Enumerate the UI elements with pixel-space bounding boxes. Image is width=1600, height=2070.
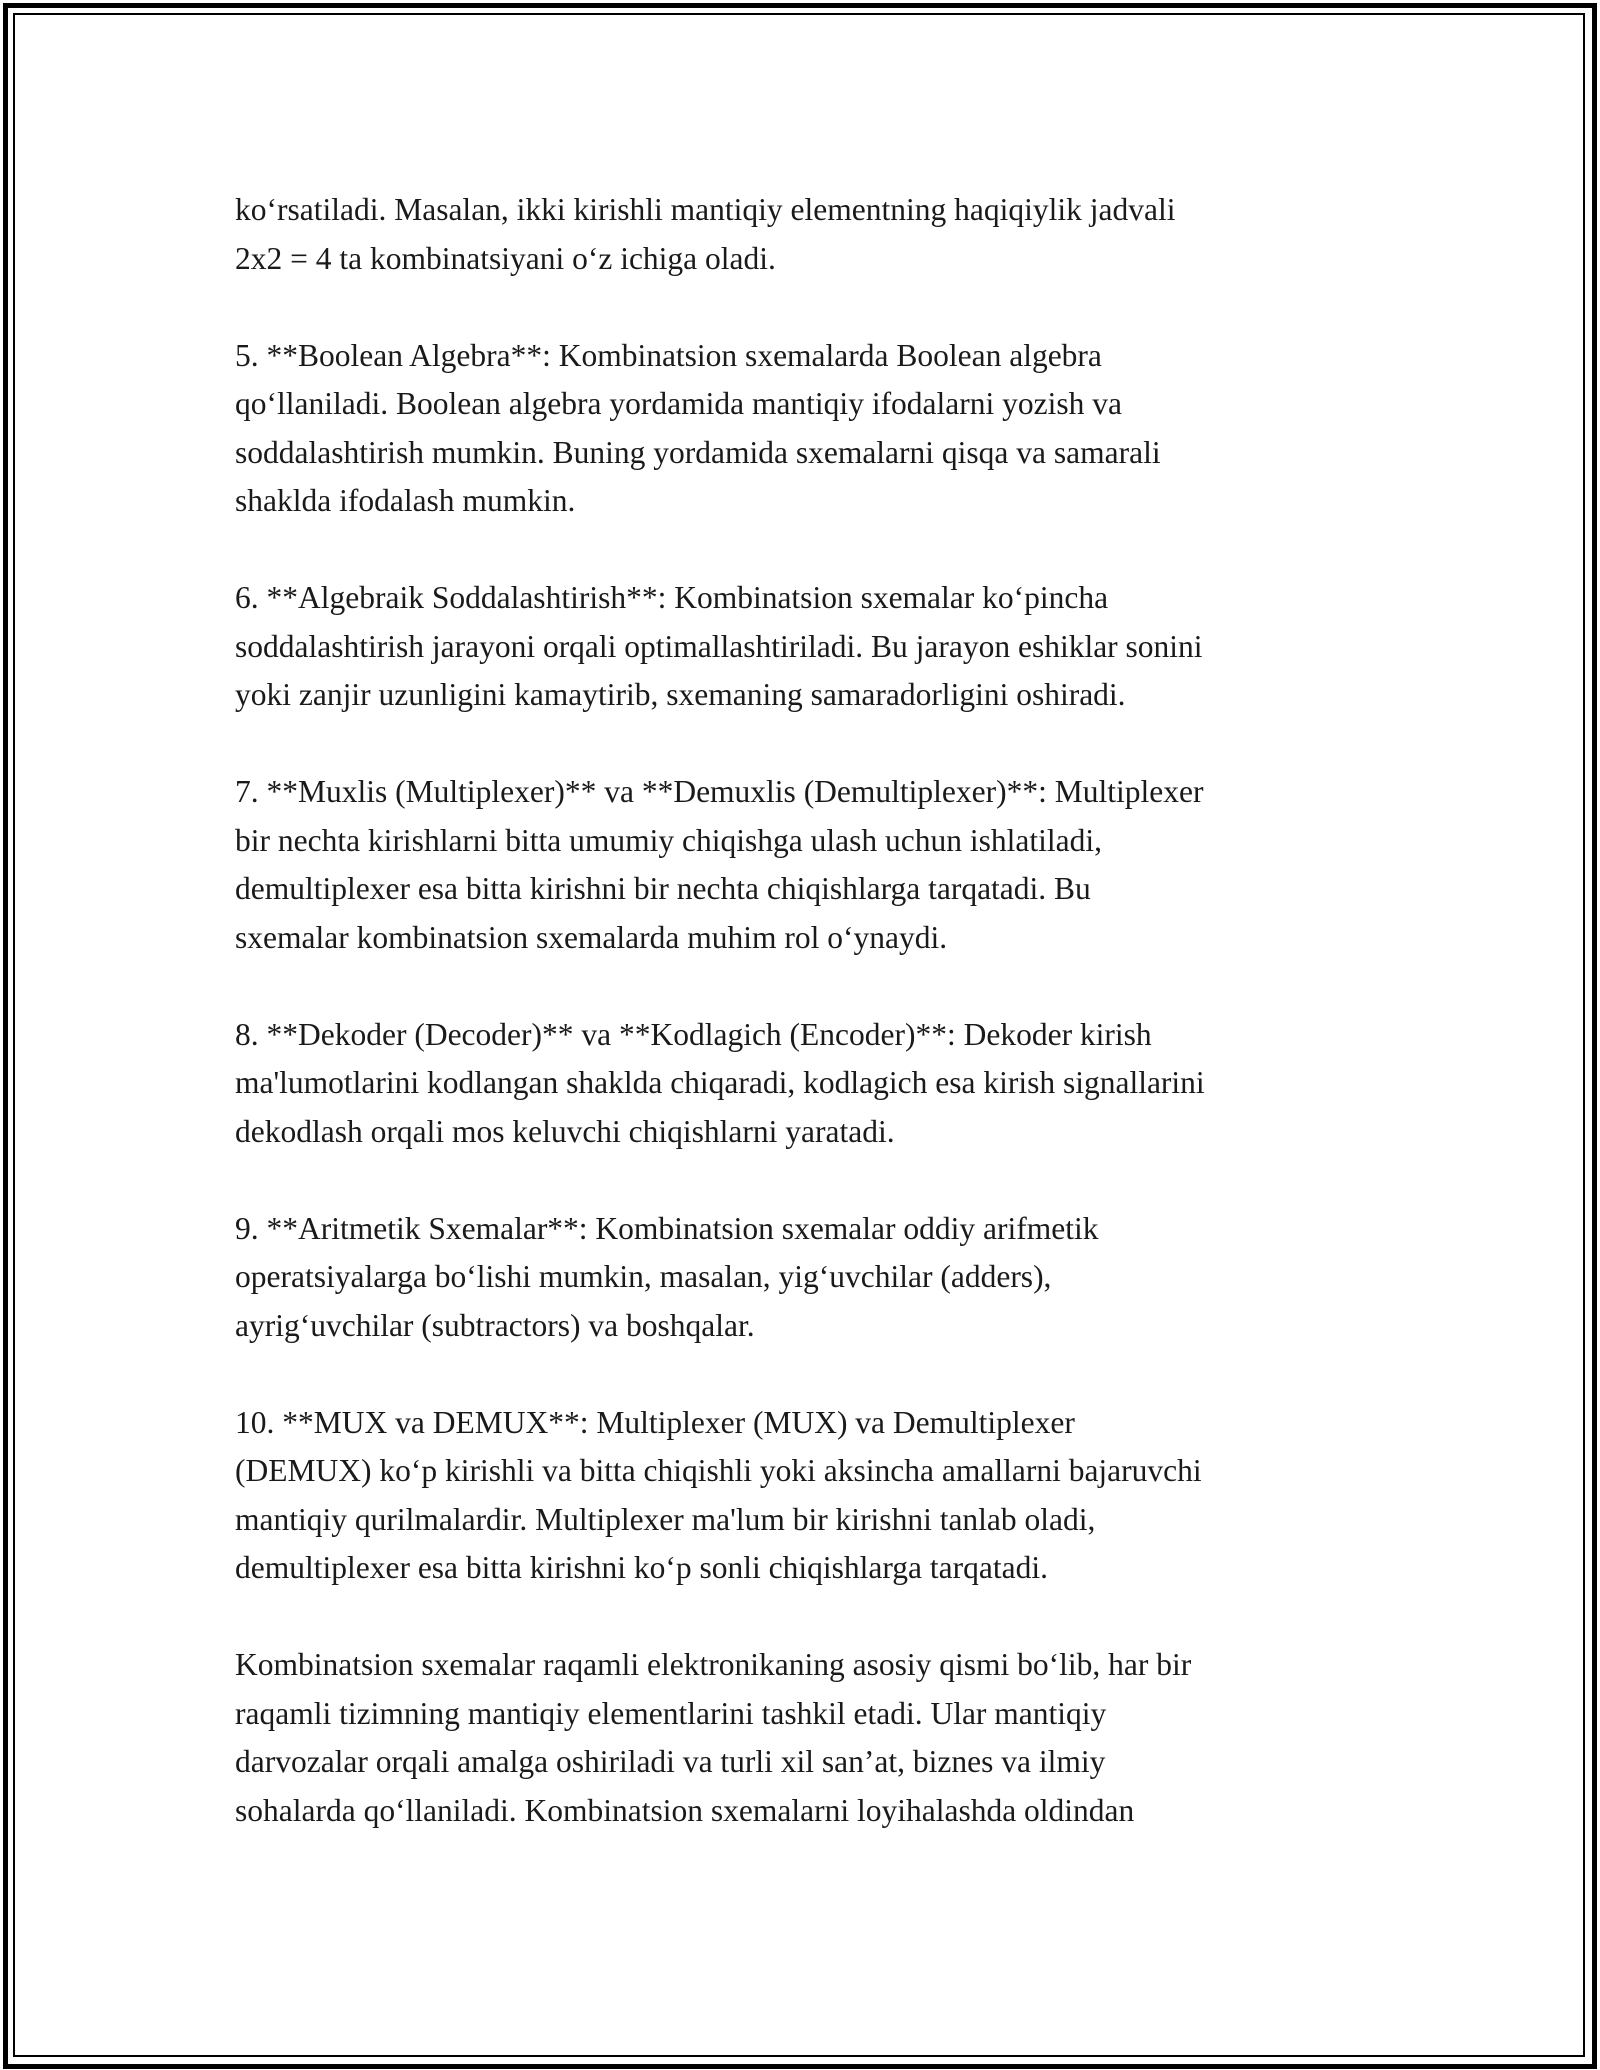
paragraph — [235, 1399, 1385, 1593]
text-line: soddalashtirish jarayoni orqali optimallashtiriladi. Bu jarayon eshiklar sonini — [235, 628, 1203, 664]
text-line: demultiplexer esa bitta kirishni bir nechta chiqishlarga tarqatadi. Bu — [235, 871, 1091, 906]
text-line: ma'lumotlarini kodlangan shaklda chiqaradi, kodlagich esa kirish signallarini — [235, 1065, 1205, 1100]
text-line: darvozalar orqali amalga oshiriladi va turli xil san’at, biznes va ilmiy — [235, 1744, 1106, 1779]
paragraph — [235, 1641, 1385, 1835]
text-line: qo‘llaniladi. Boolean algebra yordamida mantiqiy ifodalarni yozish va — [235, 386, 1122, 421]
text-line: mantiqiy qurilmalardir. Multiplexer ma'lum bir kirishni tanlab oladi, — [235, 1501, 1096, 1537]
paragraph — [235, 768, 1385, 962]
text-line: sxemalar kombinatsion sxemalarda muhim rol o‘ynaydi. — [235, 919, 948, 955]
text-line: 2x2 = 4 ta kombinatsiyani o‘z ichiga oladi. — [235, 240, 776, 276]
text-line: ko‘rsatiladi. Masalan, ikki kirishli mantiqiy elementning haqiqiylik jadvali — [235, 192, 1176, 227]
text-line: 9. **Aritmetik Sxemalar**: Kombinatsion sxemalar oddiy arifmetik — [235, 1210, 1099, 1246]
text-line: 5. **Boolean Algebra**: Kombinatsion sxemalarda Boolean algebra — [235, 337, 1102, 373]
text-line: Kombinatsion sxemalar raqamli elektronikaning asosiy qismi bo‘lib, har bir — [235, 1647, 1192, 1682]
text-line: 6. **Algebraik Soddalashtirish**: Kombinatsion sxemalar ko‘pincha — [235, 580, 1109, 615]
text-line: yoki zanjir uzunligini kamaytirib, sxemaning samaradorligini oshiradi. — [235, 677, 1126, 712]
text-line: raqamli tizimning mantiqiy elementlarini tashkil etadi. Ular mantiqiy — [235, 1695, 1107, 1731]
paragraph — [235, 1011, 1385, 1157]
text-line: bir nechta kirishlarni bitta umumiy chiqishga ulash uchun ishlatiladi, — [235, 822, 1102, 858]
text-line: 8. **Dekoder (Decoder)** va **Kodlagich (Encoder)**: Dekoder kirish — [235, 1016, 1152, 1052]
paragraph — [235, 186, 1385, 283]
text-line: ayrig‘uvchilar (subtractors) va boshqalar. — [235, 1307, 755, 1343]
text-line: soddalashtirish mumkin. Buning yordamida sxemalarni qisqa va samarali — [235, 434, 1161, 470]
text-line: operatsiyalarga bo‘lishi mumkin, masalan, yig‘uvchilar (adders), — [235, 1259, 1052, 1294]
text-line: dekodlash orqali mos keluvchi chiqishlarni yaratadi. — [235, 1113, 895, 1149]
paragraph — [235, 1205, 1385, 1351]
paragraph — [235, 332, 1385, 526]
text-line: (DEMUX) ko‘p kirishli va bitta chiqishli yoki aksincha amallarni bajaruvchi — [235, 1453, 1202, 1488]
text-line: sohalarda qo‘llaniladi. Kombinatsion sxemalarni loyihalashda oldindan — [235, 1792, 1135, 1828]
text-line: demultiplexer esa bitta kirishni ko‘p sonli chiqishlarga tarqatadi. — [235, 1550, 1048, 1585]
text-line: shaklda ifodalash mumkin. — [235, 483, 576, 518]
document-body — [235, 186, 1385, 1884]
text-line: 10. **MUX va DEMUX**: Multiplexer (MUX) va Demultiplexer — [235, 1404, 1075, 1440]
text-line: 7. **Muxlis (Multiplexer)** va **Demuxlis (Demultiplexer)**: Multiplexer — [235, 774, 1204, 809]
paragraph — [235, 574, 1385, 720]
